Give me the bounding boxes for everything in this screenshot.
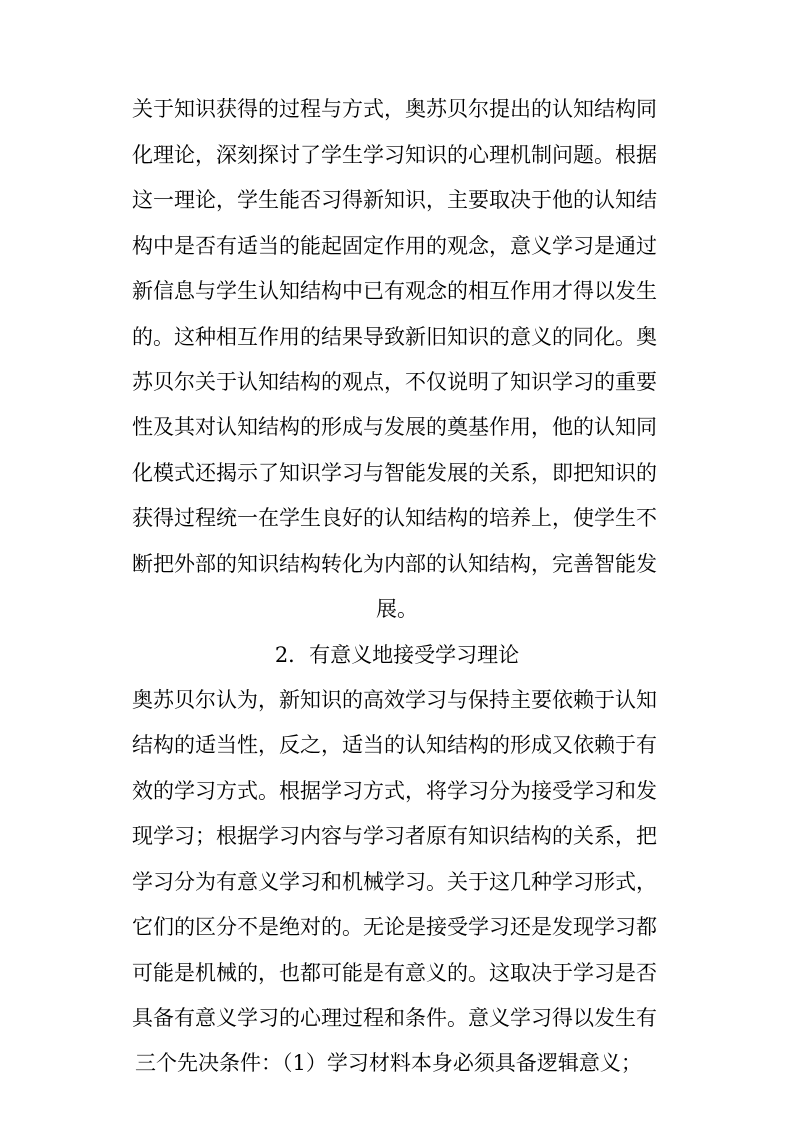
- text-line: 断把外部的知识结构转化为内部的认知结构，完善智能发: [132, 552, 657, 576]
- section-heading: 2．有意义地接受学习理论: [274, 643, 520, 667]
- text-line: 它们的区分不是绝对的。无论是接受学习还是发现学习都: [132, 915, 657, 939]
- text-line: 具备有意义学习的心理过程和条件。意义学习得以发生有: [132, 1006, 657, 1030]
- text-line-tail: 展。: [376, 597, 418, 621]
- text-line: 现学习；根据学习内容与学习者原有知识结构的关系，把: [132, 824, 657, 848]
- text-line: 可能是机械的，也都可能是有意义的。这取决于学习是否: [132, 961, 657, 985]
- text-line: 性及其对认知结构的形成与发展的奠基作用，他的认知同: [132, 415, 657, 439]
- text-line: 获得过程统一在学生良好的认知结构的培养上，使学生不: [132, 506, 657, 530]
- text-line: 结构的适当性，反之，适当的认知结构的形成又依赖于有: [132, 733, 657, 757]
- text-line: 新信息与学生认知结构中已有观念的相互作用才得以发生: [132, 279, 657, 303]
- text-line: 苏贝尔关于认知结构的观点，不仅说明了知识学习的重要: [132, 370, 657, 394]
- text-line: 构中是否有适当的能起固定作用的观念，意义学习是通过: [132, 234, 657, 258]
- text-line: 的。这种相互作用的结果导致新旧知识的意义的同化。奥: [132, 325, 657, 349]
- text-line: 效的学习方式。根据学习方式，将学习分为接受学习和发: [132, 779, 657, 803]
- text-line: 化理论，深刻探讨了学生学习知识的心理机制问题。根据: [132, 143, 657, 167]
- text-line: 关于知识获得的过程与方式，奥苏贝尔提出的认知结构同: [132, 97, 657, 121]
- text-line: 奥苏贝尔认为，新知识的高效学习与保持主要依赖于认知: [132, 688, 657, 712]
- text-line: 学习分为有意义学习和机械学习。关于这几种学习形式，: [132, 870, 657, 894]
- text-line: 化模式还揭示了知识学习与智能发展的关系，即把知识的: [132, 461, 657, 485]
- text-line: 这一理论，学生能否习得新知识，主要取决于他的认知结: [132, 188, 657, 212]
- text-line-last: 三个先决条件：（1）学习材料本身必须具备逻辑意义；: [135, 1051, 642, 1075]
